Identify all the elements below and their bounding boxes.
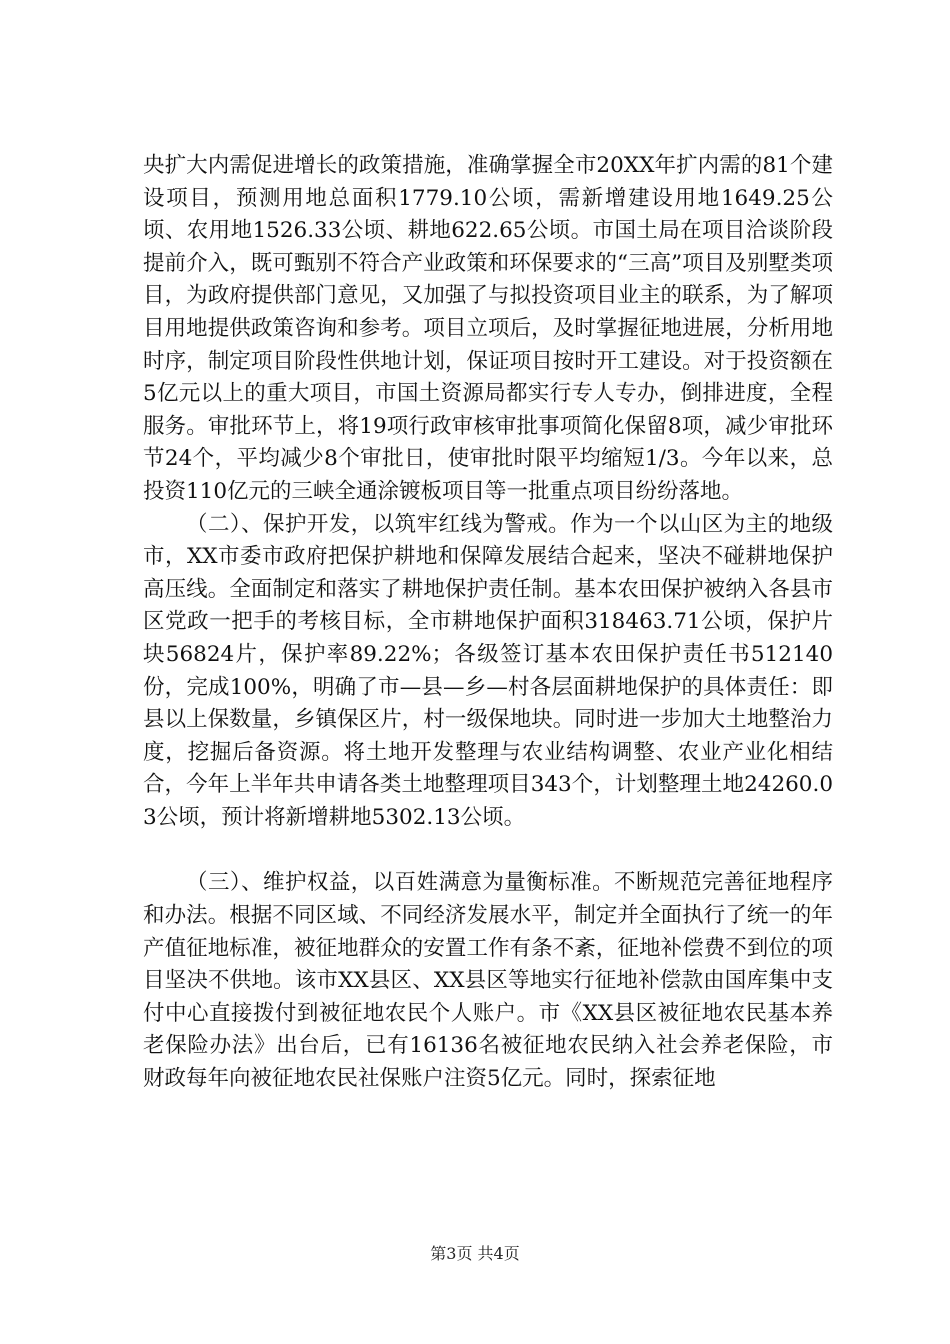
paragraph-2: （二）、保护开发，以筑牢红线为警戒。作为一个以山区为主的地级市，XX市委市政府把保护耕地和保障发展结合起来，坚决不碰耕地保护高压线。全面制定和落实了耕地保护责任制。基本农田保护被纳入各县市区党政一把手的考核目标，全市耕地保护面积318463.71公顷，保护片块56824片，保护率89.22%；各级签订基本农田保护责任书512140份，完成100%，明确了市—县—乡—村各层面耕地保护的具体责任：即县以上保数量，乡镇保区片，村一级保地块。同时进一步加大土地整治力度，挖掘后备资源。将土地开发整理与农业结构调整、农业产业化相结合，今年上半年共申请各类土地整理项目343个，计划整理土地24260.03公顷，预计将新增耕地5302.13公顷。 — [143, 511, 833, 830]
paragraph-1: 央扩大内需促进增长的政策措施，准确掌握全市20XX年扩内需的81个建设项目，预测用地总面积1779.10公顷，需新增建设用地1649.25公顷、农用地1526.33公顷、耕地622.65公顷。市国土局在项目洽谈阶段提前介入，既可甄别不符合产业政策和环保要求的“三高”项目及别墅类项目，为政府提供部门意见，又加强了与拟投资项目业主的联系，为了解项目用地提供政策咨询和参考。项目立项后，及时掌握征地进展，分析用地时序，制定项目阶段性供地计划，保证项目按时开工建设。对于投资额在5亿元以上的重大项目，市国土资源局都实行专人专办，倒排进度，全程服务。审批环节上，将19项行政审核审批事项简化保留8项，减少审批环节24个，平均减少8个审批日，使审批时限平均缩短1/3。今年以来，总投资110亿元的三峡全通涂镀板项目等一批重点项目纷纷落地。 — [143, 153, 833, 504]
paragraph-3: （三）、维护权益，以百姓满意为量衡标准。不断规范完善征地程序和办法。根据不同区域、不同经济发展水平，制定并全面执行了统一的年产值征地标准，被征地群众的安置工作有条不紊，征地补偿费不到位的项目坚决不供地。该市XX县区、XX县区等地实行征地补偿款由国库集中支付中心直接拨付到被征地农民个人账户。市《XX县区被征地农民基本养老保险办法》出台后，已有16136名被征地农民纳入社会养老保险，市财政每年向被征地农民社保账户注资5亿元。同时，探索征地 — [143, 870, 833, 1092]
page-footer: 第3页 共4页 — [430, 1244, 520, 1263]
document-body — [143, 150, 833, 1096]
